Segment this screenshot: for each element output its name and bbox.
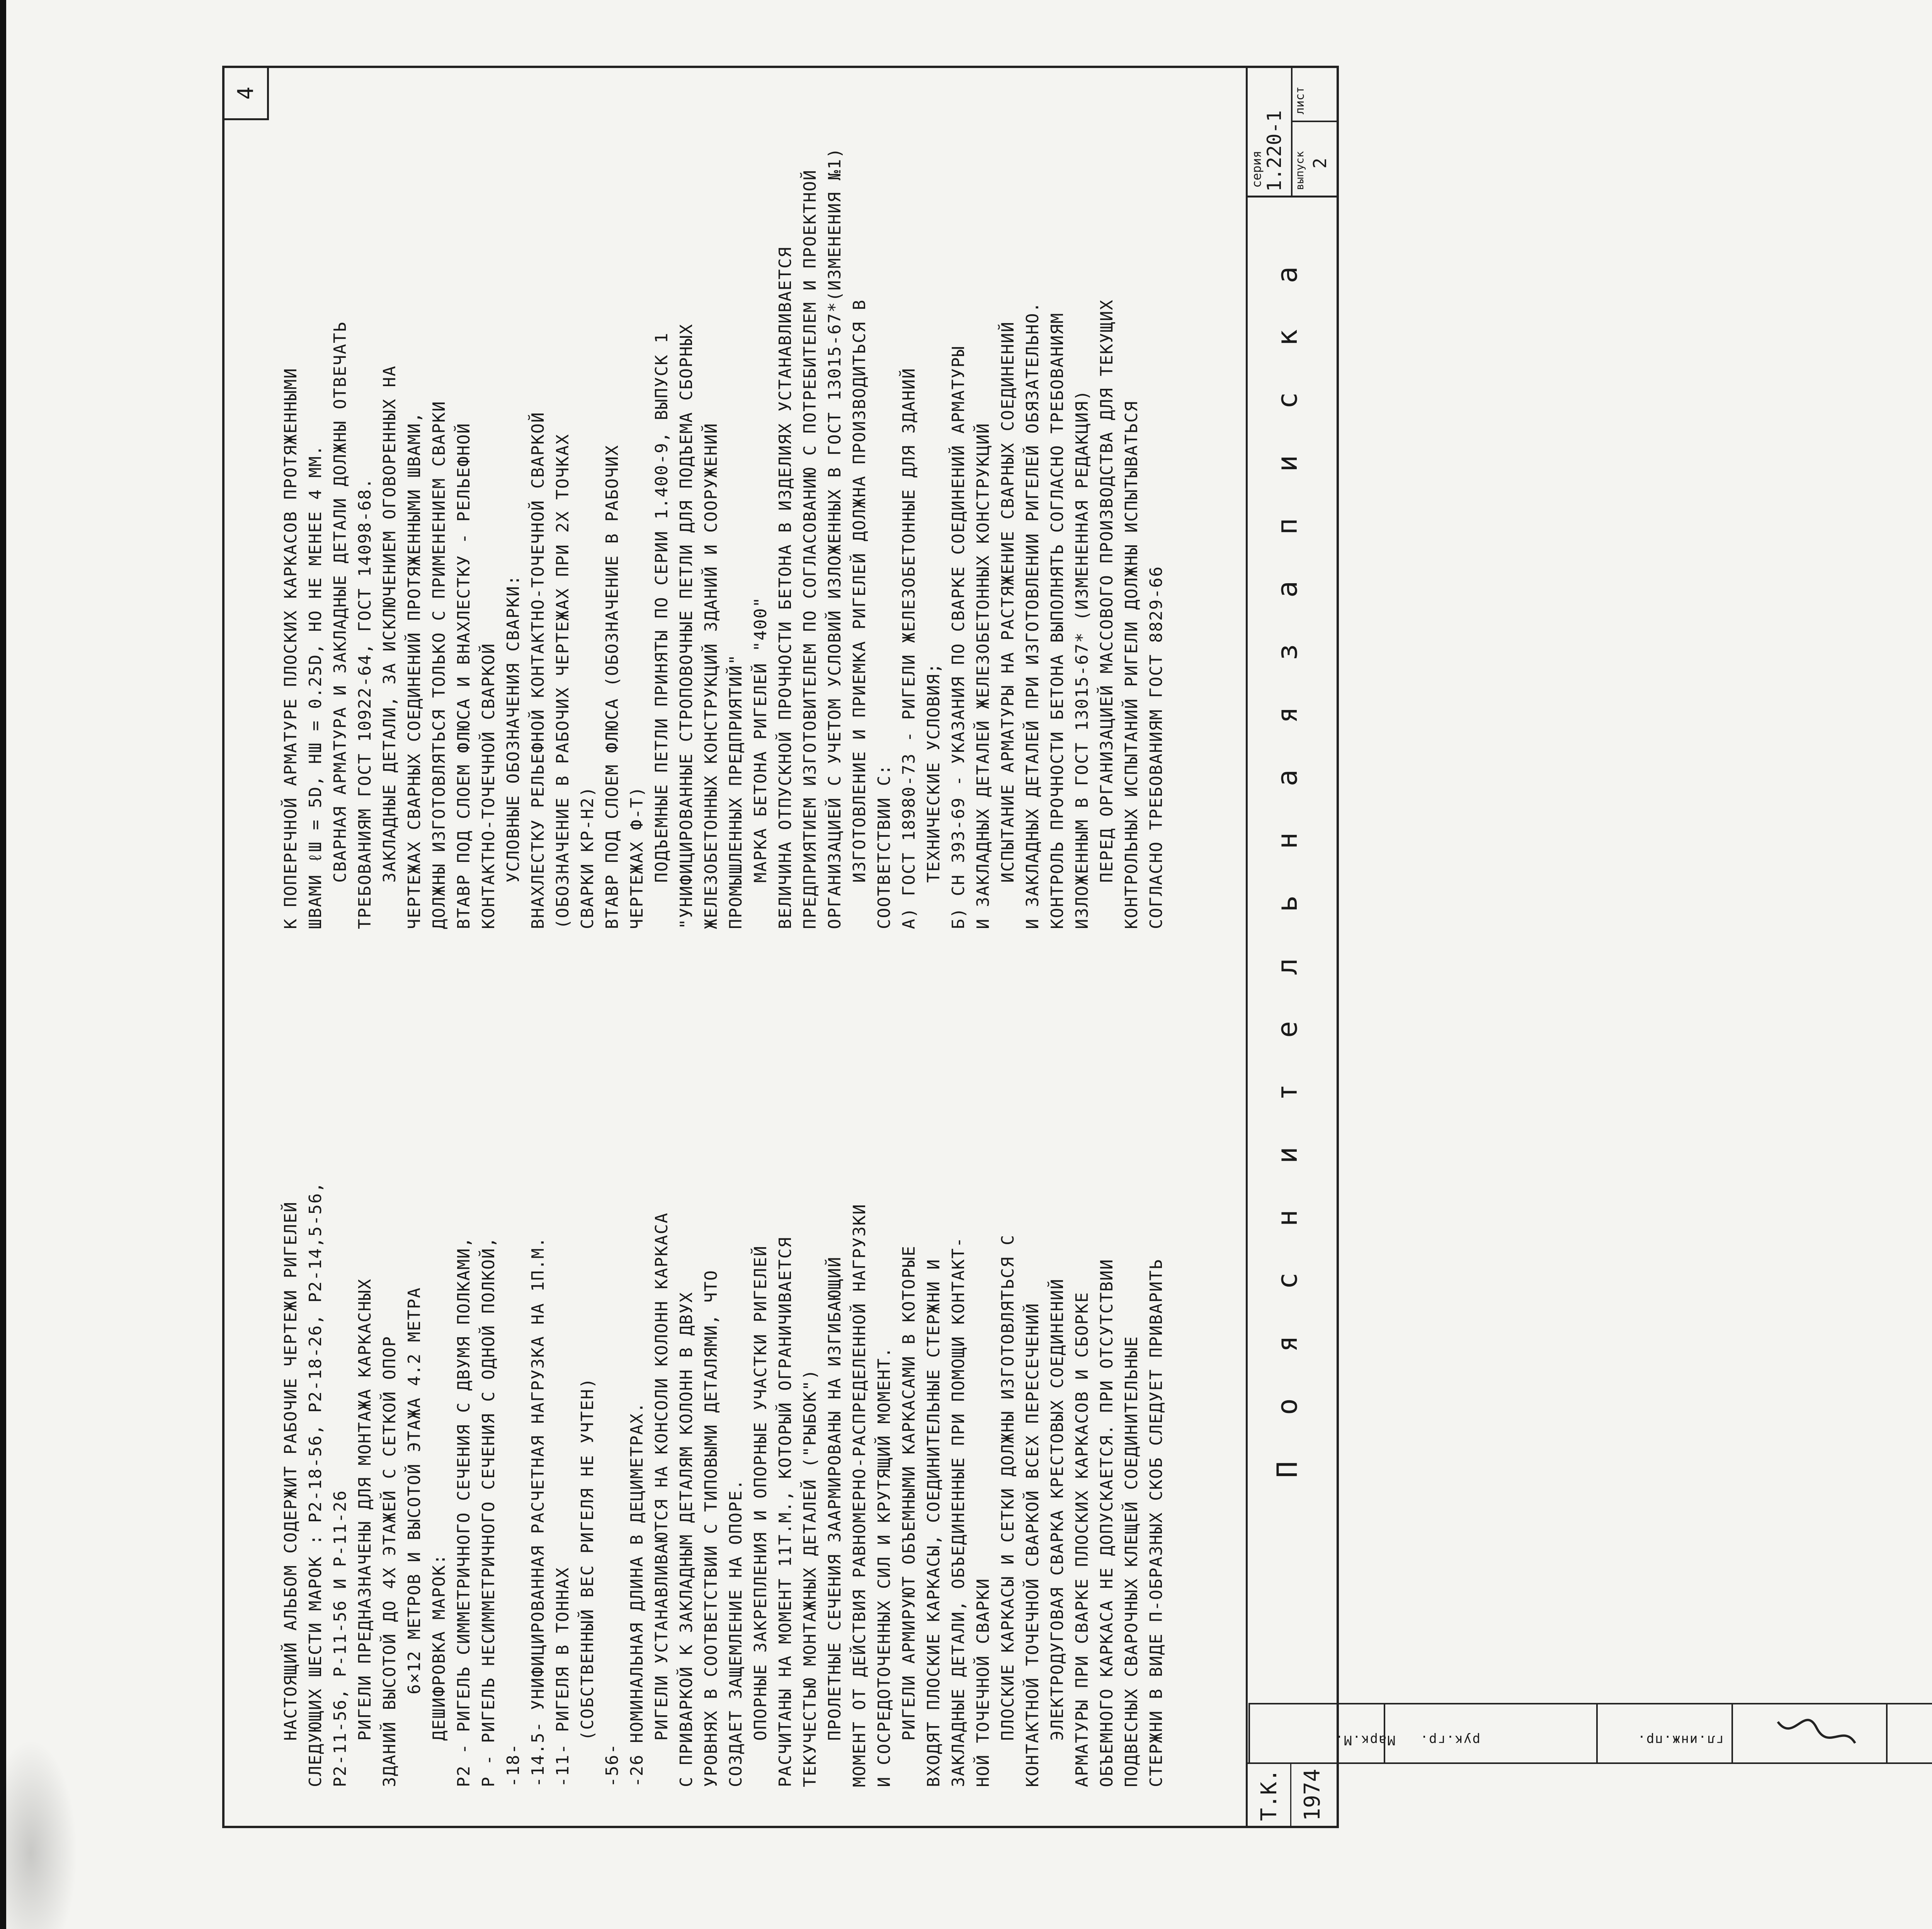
text-line: (ОБОЗНАЧЕНИЕ В РАБОЧИХ ЧЕРТЕЖАХ ПРИ 2Х ТОЧКАХ	[553, 433, 573, 929]
text-line: РИГЕЛИ ПРЕДНАЗНАЧЕНЫ ДЛЯ МОНТАЖА КАРКАСНЫХ	[355, 1278, 375, 1741]
text-line: ИЗЛОЖЕННЫМ В ГОСТ 13015-67* (ИЗМЕНЕННАЯ РЕДАКЦИЯ)	[1072, 389, 1092, 929]
text-line: ОБЪЕМНОГО КАРКАСА НЕ ДОПУСКАЕТСЯ. ПРИ ОТСУТСТВИИ	[1097, 1258, 1117, 1787]
text-line: ТРЕБОВАНИЯМ ГОСТ 10922-64, ГОСТ 14098-68.	[355, 477, 375, 929]
text-line: -56-	[602, 1743, 622, 1787]
text-line: "УНИФИЦИРОВАННЫЕ СТРОПОВОЧНЫЕ ПЕТЛИ ДЛЯ ПОДЪЕМА СБОРНЫХ	[677, 323, 696, 929]
scan-left-edge	[0, 0, 6, 1929]
text-line: УСЛОВНЫЕ ОБОЗНАЧЕНИЯ СВАРКИ:	[503, 574, 523, 883]
series-divider-vertical	[1291, 121, 1337, 122]
text-line: -26 НОМИНАЛЬНАЯ ДЛИНА В ДЕЦИМЕТРАХ.	[627, 1401, 647, 1787]
drawing-sheet	[222, 66, 1724, 1828]
stamp-cell	[1886, 1704, 1888, 1762]
text-line: ДОЛЖНЫ ИЗГОТОВЛЯТЬСЯ ТОЛЬКО С ПРИМЕНЕНИЕМ СВАРКИ	[429, 400, 449, 929]
text-line: ТЕХНИЧЕСКИЕ УСЛОВИЯ;	[924, 662, 944, 883]
text-line: ПОДВЕСНЫХ СВАРОЧНЫХ КЛЕЩЕЙ СОЕДИНИТЕЛЬНЫЕ	[1122, 1335, 1141, 1787]
text-line: СООТВЕТСТВИИ С:	[874, 764, 894, 929]
text-line: СЛЕДУЮЩИХ ШЕСТИ МАРОК : Р2-18-56, Р2-18-26, Р2-14,5-56,	[306, 1182, 325, 1787]
text-line: И ЗАКЛАДНЫХ ДЕТАЛЕЙ ПРИ ИЗГОТОВЛЕНИИ РИГЕЛЕЙ ОБЯЗАТЕЛЬНО.	[1023, 301, 1043, 929]
series-divider	[1291, 68, 1293, 196]
stamp-cell	[1596, 1704, 1598, 1762]
text-line: СОГЛАСНО ТРЕБОВАНИЯМ ГОСТ 8829-66	[1146, 565, 1166, 929]
text-line: НАСТОЯЩИЙ АЛЬБОМ СОДЕРЖИТ РАБОЧИЕ ЧЕРТЕЖИ РИГЕЛЕЙ	[281, 1201, 301, 1741]
text-line: ПРОМЫШЛЕННЫХ ПРЕДПРИЯТИЙ"	[726, 654, 746, 929]
text-line: ЗАКЛАДНЫЕ ДЕТАЛИ, ОБЪЕДИНЕННЫЕ ПРИ ПОМОЩИ КОНТАКТ-	[949, 1236, 968, 1787]
text-line: ИСПЫТАНИЕ АРМАТУРЫ НА РАСТЯЖЕНИЕ СВАРНЫХ СОЕДИНЕНИЙ	[998, 321, 1018, 883]
stamp-cell	[1248, 1704, 1250, 1762]
text-line: НОЙ ТОЧЕЧНОЙ СВАРКИ	[973, 1578, 993, 1787]
signature-mark	[1770, 1708, 1863, 1759]
text-line: И ЗАКЛАДНЫХ ДЕТАЛЕЙ ЖЕЛЕЗОБЕТОННЫХ КОНСТРУКЦИЙ	[973, 422, 993, 929]
text-line: УРОВНЯХ В СООТВЕТСТВИИ С ТИПОВЫМИ ДЕТАЛЯМИ, ЧТО	[701, 1269, 721, 1787]
text-line: СВАРКИ КР-Н2)	[578, 786, 597, 929]
text-line: СТЕРЖНИ В ВИДЕ П-ОБРАЗНЫХ СКОБ СЛЕДУЕТ ПРИВАРИТЬ	[1146, 1258, 1166, 1787]
text-line: ШВАМИ ℓШ = 5D, HШ = 0.25D, НО НЕ МЕНЕЕ 4 ММ.	[306, 444, 325, 929]
document-title: П о я с н и т е л ь н а я з а п и с к а	[1271, 252, 1303, 1478]
text-line: ВТАВР ПОД СЛОЕМ ФЛЮСА (ОБОЗНАЧЕНИЕ В РАБОЧИХ	[602, 444, 622, 929]
series-label: серия	[1249, 150, 1264, 188]
text-line: ТЕКУЧЕСТЬЮ МОНТАЖНЫХ ДЕТАЛЕЙ ("РЫБОК")	[800, 1369, 820, 1787]
text-line: ОРГАНИЗАЦИЕЙ С УЧЕТОМ УСЛОВИЙ ИЗЛОЖЕННЫХ В ГОСТ 13015-67*(ИЗМЕНЕНИЯ №1)	[825, 147, 845, 929]
text-line: КОНТАКТНОЙ ТОЧЕЧНОЙ СВАРКОЙ ВСЕХ ПЕРЕСЕЧЕНИЙ	[1023, 1302, 1043, 1787]
text-line: РИГЕЛИ АРМИРУЮТ ОБЪЕМНЫМИ КАРКАСАМИ В КОТОРЫЕ	[899, 1245, 919, 1741]
text-line: Р - РИГЕЛЬ НЕСИММЕТРИЧНОГО СЕЧЕНИЯ С ОДНОЙ ПОЛКОЙ,	[479, 1236, 498, 1787]
text-line: К ПОПЕРЕЧНОЙ АРМАТУРЕ ПЛОСКИХ КАРКАСОВ ПРОТЯЖЕННЫМИ	[281, 367, 301, 929]
page-number: 4	[224, 68, 269, 120]
text-line: А) ГОСТ 18980-73 - РИГЕЛИ ЖЕЛЕЗОБЕТОННЫЕ ДЛЯ ЗДАНИЙ	[899, 367, 919, 929]
text-line: РИГЕЛИ УСТАНАВЛИВАЮТСЯ НА КОНСОЛИ КОЛОНН КАРКАСА	[652, 1212, 672, 1741]
text-line: ВХОДЯТ ПЛОСКИЕ КАРКАСЫ, СОЕДИНИТЕЛЬНЫЕ СТЕРЖНИ И	[924, 1258, 944, 1787]
text-line: ОПОРНЫЕ ЗАКРЕПЛЕНИЯ И ОПОРНЫЕ УЧАСТКИ РИГЕЛЕЙ	[751, 1245, 770, 1741]
vypusk-label: выпуск	[1293, 151, 1306, 190]
text-line: КОНТРОЛЬ ПРОЧНОСТИ БЕТОНА ВЫПОЛНЯТЬ СОГЛАСНО ТРЕБОВАНИЯМ	[1048, 312, 1067, 929]
text-line: РАСЧИТАНЫ НА МОМЕНТ 11Т.М., КОТОРЫЙ ОГРАНИЧИВАЕТСЯ	[776, 1236, 795, 1787]
series-block	[1248, 68, 1337, 197]
text-line: ПЛОСКИЕ КАРКАСЫ И СЕТКИ ДОЛЖНЫ ИЗГОТОВЛЯТЬСЯ С	[998, 1234, 1018, 1741]
stamp-name: Марк.М.	[1334, 1732, 1395, 1748]
left-text-column	[279, 968, 1169, 1787]
text-line: ЗДАНИЙ ВЫСОТОЙ ДО 4Х ЭТАЖЕЙ С СЕТКОЙ ОПОР	[380, 1335, 400, 1787]
text-line: СОЗДАЕТ ЗАЩЕМЛЕНИЕ НА ОПОРЕ.	[726, 1479, 746, 1787]
text-line: МАРКА БЕТОНА РИГЕЛЕЙ "400"	[751, 596, 770, 883]
stamp-role: рук.гр.	[1419, 1732, 1480, 1748]
stamp-tk: Т.К.	[1248, 1762, 1291, 1826]
text-line: СВАРНАЯ АРМАТУРА И ЗАКЛАДНЫЕ ДЕТАЛИ ДОЛЖНЫ ОТВЕЧАТЬ	[330, 321, 350, 883]
stamp-year: 1974	[1290, 1762, 1335, 1826]
text-line: -11- РИГЕЛЯ В ТОННАХ	[553, 1567, 573, 1787]
series-value: 1.220-1	[1263, 110, 1286, 192]
text-line: ВНАХЛЕСТКУ РЕЛЬЕФНОЙ КОНТАКТНО-ТОЧЕЧНОЙ СВАРКОЙ	[528, 411, 548, 929]
stamp-cell	[1384, 1704, 1385, 1762]
list-label: лист	[1293, 86, 1307, 114]
vypusk-value: 2	[1310, 158, 1330, 169]
text-line: -14.5- УНИФИЦИРОВАННАЯ РАСЧЕТНАЯ НАГРУЗКА НА 1П.М.	[528, 1236, 548, 1787]
text-line: ПЕРЕД ОРГАНИЗАЦИЕЙ МАССОВОГО ПРОИЗВОДСТВА ДЛЯ ТЕКУЩИХ	[1097, 299, 1117, 883]
text-line: Р2 - РИГЕЛЬ СИММЕТРИЧНОГО СЕЧЕНИЯ С ДВУМЯ ПОЛКАМИ,	[454, 1236, 474, 1787]
text-line: ЧЕРТЕЖАХ Ф-Т)	[627, 786, 647, 929]
right-text-column	[279, 98, 1169, 929]
text-line: ЭЛЕКТРОДУГОВАЯ СВАРКА КРЕСТОВЫХ СОЕДИНЕНИЙ	[1048, 1278, 1067, 1741]
text-line: ПРЕДПРИЯТИЕМ ИЗГОТОВИТЕЛЕМ ПО СОГЛАСОВАНИЮ С ПОТРЕБИТЕЛЕМ И ПРОЕКТНОЙ	[800, 169, 820, 929]
text-line: С ПРИВАРКОЙ К ЗАКЛАДНЫМ ДЕТАЛЯМ КОЛОНН В ДВУХ	[677, 1291, 696, 1787]
approval-stamp-strip	[1248, 1703, 1932, 1764]
text-line: Б) СН 393-69 - УКАЗАНИЯ ПО СВАРКЕ СОЕДИНЕНИЙ АРМАТУРЫ	[949, 346, 968, 929]
text-line: ДЕШИФРОВКА МАРОК:	[429, 1553, 449, 1741]
text-line: ЧЕРТЕЖАХ СВАРНЫХ СОЕДИНЕНИЙ ПРОТЯЖЕННЫМИ ШВАМИ,	[405, 411, 424, 929]
text-line: 6×12 МЕТРОВ И ВЫСОТОЙ ЭТАЖА 4.2 МЕТРА	[405, 1287, 424, 1694]
text-line: Р2-11-56, Р-11-56 И Р-11-26	[330, 1490, 350, 1787]
text-line: (СОБСТВЕННЫЙ ВЕС РИГЕЛЯ НЕ УЧТЕН)	[578, 1377, 597, 1741]
text-line: ПОДЪЕМНЫЕ ПЕТЛИ ПРИНЯТЫ ПО СЕРИИ 1.400-9, ВЫПУСК 1	[652, 332, 672, 883]
text-line: АРМАТУРЫ ПРИ СВАРКЕ ПЛОСКИХ КАРКАСОВ И СБОРКЕ	[1072, 1291, 1092, 1787]
title-strip	[1246, 68, 1337, 1826]
text-line: -18-	[503, 1743, 523, 1787]
text-line: КОНТРОЛЬНЫХ ИСПЫТАНИЙ РИГЕЛИ ДОЛЖНЫ ИСПЫТЫВАТЬСЯ	[1122, 400, 1141, 929]
text-line: ВТАВР ПОД СЛОЕМ ФЛЮСА И ВНАХЛЕСТКУ - РЕЛЬЕФНОЙ	[454, 422, 474, 929]
text-line: ПРОЛЕТНЫЕ СЕЧЕНИЯ ЗААРМИРОВАНЫ НА ИЗГИБАЮЩИЙ	[825, 1256, 845, 1741]
text-line: ИЗГОТОВЛЕНИЕ И ПРИЕМКА РИГЕЛЕЙ ДОЛЖНА ПРОИЗВОДИТЬСЯ В	[850, 299, 869, 883]
stamp-role: гл.инж.пр.	[1637, 1732, 1724, 1748]
text-line: КОНТАКТНО-ТОЧЕЧНОЙ СВАРКОЙ	[479, 643, 498, 929]
stamp-cell	[1731, 1704, 1733, 1762]
text-line: ЗАКЛАДНЫЕ ДЕТАЛИ, ЗА ИСКЛЮЧЕНИЕМ ОГОВОРЕННЫХ НА	[380, 365, 400, 883]
scan-smudge	[0, 1739, 77, 1929]
text-line: ЖЕЛЕЗОБЕТОННЫХ КОНСТРУКЦИЙ ЗДАНИЙ И СООРУЖЕНИЙ	[701, 422, 721, 929]
text-line: МОМЕНТ ОТ ДЕЙСТВИЯ РАВНОМЕРНО-РАСПРЕДЕЛЕННОЙ НАГРУЗКИ	[850, 1204, 869, 1787]
text-line: ВЕЛИЧИНА ОТПУСКНОЙ ПРОЧНОСТИ БЕТОНА В ИЗДЕЛИЯХ УСТАНАВЛИВАЕТСЯ	[776, 246, 795, 929]
text-line: И СОСРЕДОТОЧЕННЫХ СИЛ И КРУТЯЩИЙ МОМЕНТ.	[874, 1347, 894, 1787]
